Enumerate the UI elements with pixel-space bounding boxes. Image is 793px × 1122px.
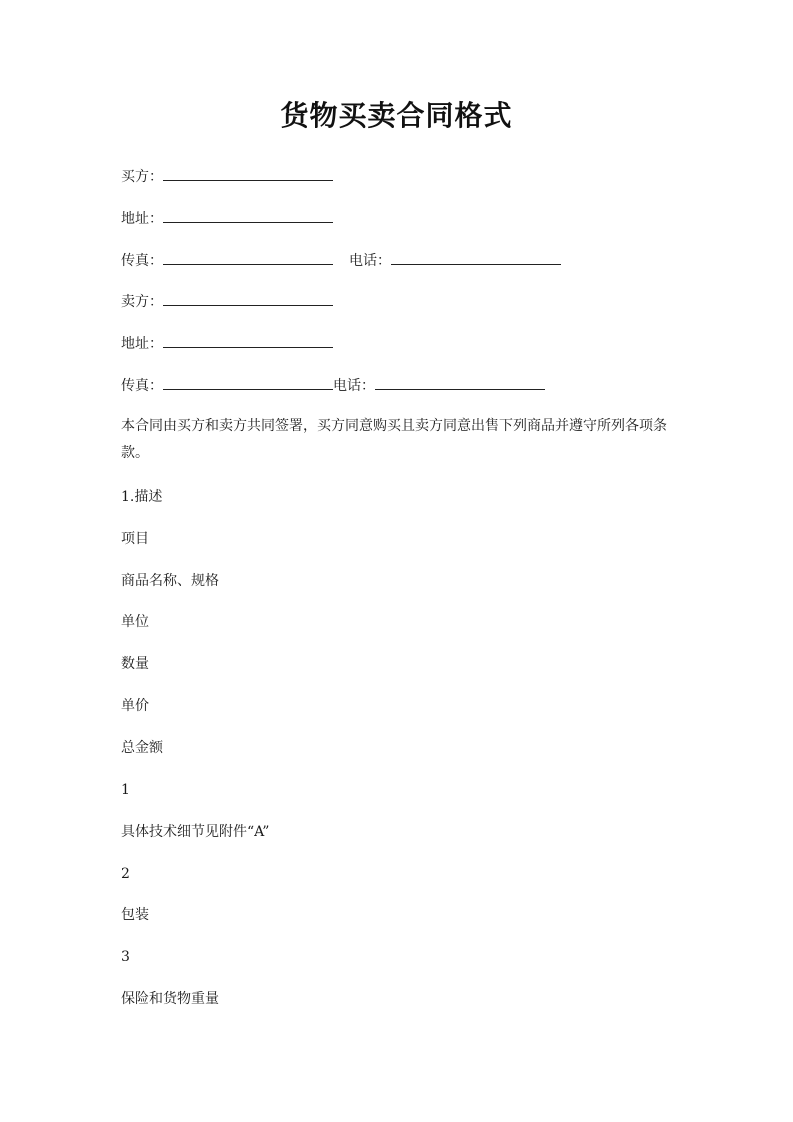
buyer-phone-label: 电话：: [349, 253, 391, 269]
row-3-number: 3: [121, 949, 130, 965]
buyer-address-line: [121, 208, 333, 229]
column-quantity: 数量: [121, 656, 149, 672]
buyer-address-label: 地址：: [121, 211, 163, 227]
row-2-number: 2: [121, 866, 130, 882]
seller-fax-label: 传真：: [121, 378, 163, 394]
intro-paragraph: 本合同由买方和卖方共同签署，买方同意购买且卖方同意出售下列商品并遵守所列各项条款。: [121, 418, 667, 461]
seller-phone-label: 电话：: [333, 378, 375, 394]
buyer-address-blank[interactable]: [163, 208, 333, 223]
document-title: 货物买卖合同格式: [280, 99, 513, 132]
seller-label: 卖方：: [121, 294, 163, 310]
section-heading-description: 1.描述: [121, 489, 163, 505]
buyer-label: 买方：: [121, 169, 163, 185]
column-name-spec: 商品名称、规格: [121, 573, 219, 589]
seller-fax-phone-line: [121, 375, 545, 396]
buyer-fax-phone-line: [121, 250, 561, 271]
column-unit: 单位: [121, 614, 149, 630]
row-1-number: 1: [121, 782, 130, 798]
buyer-fax-label: 传真：: [121, 253, 163, 269]
seller-fax-blank[interactable]: [163, 375, 333, 390]
buyer-fax-blank[interactable]: [163, 250, 333, 265]
buyer-blank[interactable]: [163, 166, 333, 181]
seller-address-blank[interactable]: [163, 333, 333, 348]
seller-line: [121, 291, 333, 312]
seller-phone-blank[interactable]: [375, 375, 545, 390]
column-unit-price: 单价: [121, 698, 149, 714]
row-1-text: 具体技术细节见附件“A”: [121, 824, 270, 840]
column-total: 总金额: [121, 740, 163, 756]
row-3-text: 保险和货物重量: [121, 991, 219, 1007]
seller-blank[interactable]: [163, 291, 333, 306]
seller-address-label: 地址：: [121, 336, 163, 352]
row-2-text: 包装: [121, 907, 149, 923]
seller-address-line: [121, 333, 333, 354]
column-item: 项目: [121, 531, 149, 547]
buyer-phone-blank[interactable]: [391, 250, 561, 265]
buyer-line: [121, 166, 333, 187]
